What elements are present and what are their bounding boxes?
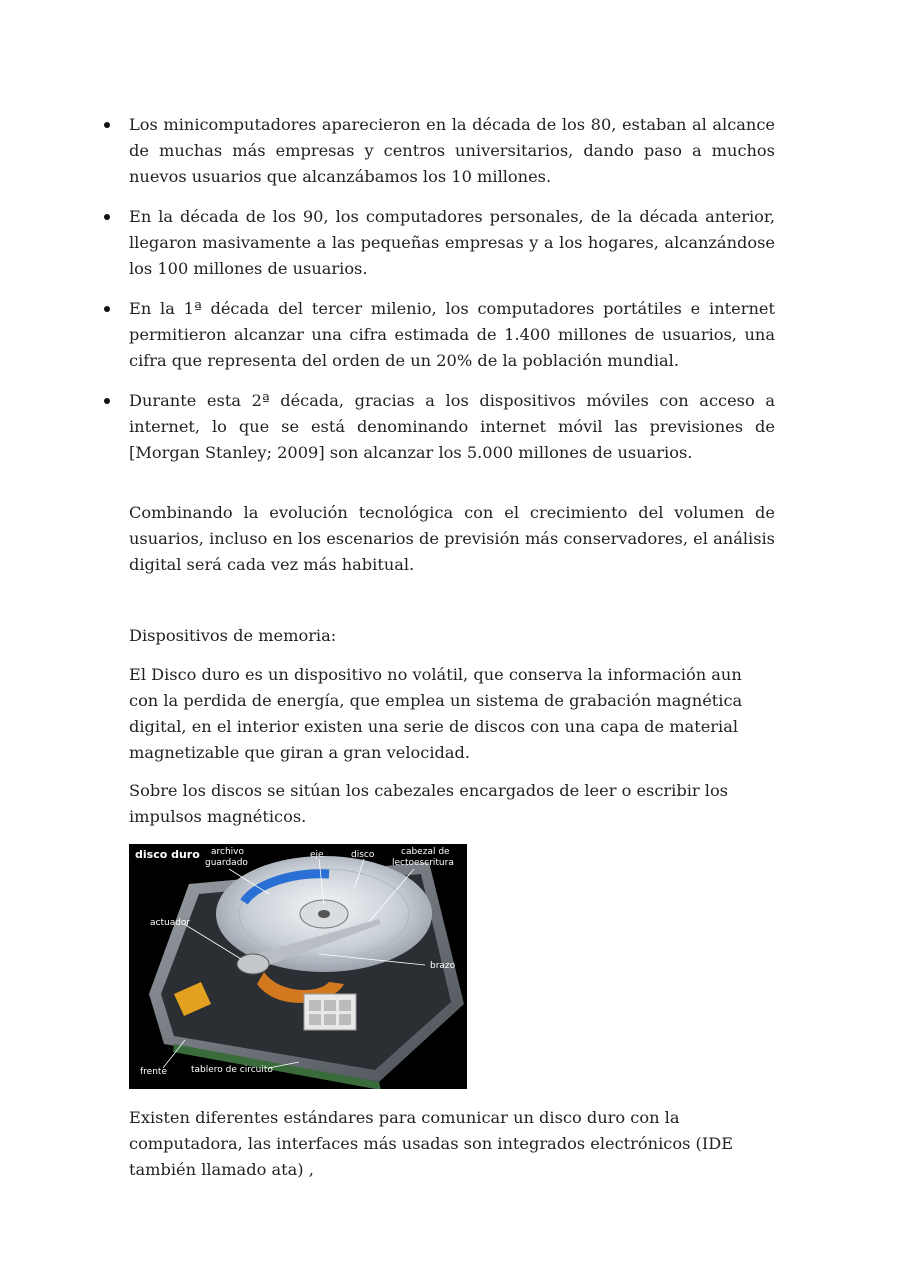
label-frente: frente — [140, 1067, 167, 1077]
actuator-hub — [237, 954, 269, 974]
connector-pin — [339, 1000, 351, 1011]
hard-disk-diagram — [129, 844, 467, 1089]
spindle-center — [318, 910, 330, 918]
bullet-icon — [104, 398, 110, 404]
bullet-icon — [104, 122, 110, 128]
label-guardado: guardado — [205, 858, 248, 868]
list-item — [129, 204, 775, 282]
list-item — [129, 112, 775, 190]
label-brazo: brazo — [430, 961, 456, 971]
heads-paragraph: Sobre los discos se sitúan los cabezales encargados de leer o escribir los impulsos magnéticos. — [129, 781, 728, 826]
connector-pin — [324, 1014, 336, 1025]
label-eje: eje — [310, 850, 324, 860]
label-cabezal: cabezal de — [401, 847, 450, 857]
figure-title: disco duro — [135, 848, 200, 861]
section-heading: Dispositivos de memoria: — [129, 626, 337, 645]
label-tablero: tablero de circuito — [191, 1065, 273, 1075]
label-disco: disco — [351, 850, 375, 860]
bullet-icon — [104, 306, 110, 312]
summary-paragraph: Combinando la evolución tecnológica con el crecimiento del volumen de usuarios, incluso en los escenarios de previsión más conservadores, el análisis digital será cada vez más habitual. — [129, 503, 775, 574]
connector-pin — [324, 1000, 336, 1011]
list-item-text: En la década de los 90, los computadores personales, de la década anterior, llegaron masivamente a las pequeñas empresas y a los hogares, alcanzándose los 100 millones de usuarios. — [129, 207, 775, 278]
hard-disk-figure — [129, 844, 467, 1089]
label-actuador: actuador — [150, 918, 191, 928]
page-content — [129, 112, 775, 1183]
connector-pin — [309, 1000, 321, 1011]
interfaces-paragraph: Existen diferentes estándares para comunicar un disco duro con la computadora, las interfaces más usadas son integrados electrónicos (IDE también llamado ata) , — [129, 1108, 734, 1179]
bullet-list — [129, 112, 775, 466]
label-archivo: archivo — [211, 847, 245, 857]
bullet-icon — [104, 214, 110, 220]
hard-disk-paragraph: El Disco duro es un dispositivo no volátil, que conserva la información aun con la perdida de energía, que emplea un sistema de grabación magnética digital, en el interior existen una serie de discos con una capa de material magnetizable que giran a gran velocidad. — [129, 665, 743, 762]
list-item-text: Durante esta 2ª década, gracias a los dispositivos móviles con acceso a internet, lo que se está denominando internet móvil las previsiones de [Morgan Stanley; 2009] son alcanzar los 5.000 millones de usuarios. — [129, 391, 775, 462]
list-item — [129, 388, 775, 466]
list-item-text: En la 1ª década del tercer milenio, los computadores portátiles e internet permitieron alcanzar una cifra estimada de 1.400 millones de usuarios, una cifra que representa del orden de un 20% de la población mundial. — [129, 299, 775, 370]
list-item-text: Los minicomputadores aparecieron en la década de los 80, estaban al alcance de muchas más empresas y centros universitarios, dando paso a muchos nuevos usuarios que alcanzábamos los 10 millones. — [129, 115, 775, 186]
list-item — [129, 296, 775, 374]
label-lectoescritura: lectoescritura — [392, 858, 454, 868]
connector-pin — [309, 1014, 321, 1025]
connector-pin — [339, 1014, 351, 1025]
